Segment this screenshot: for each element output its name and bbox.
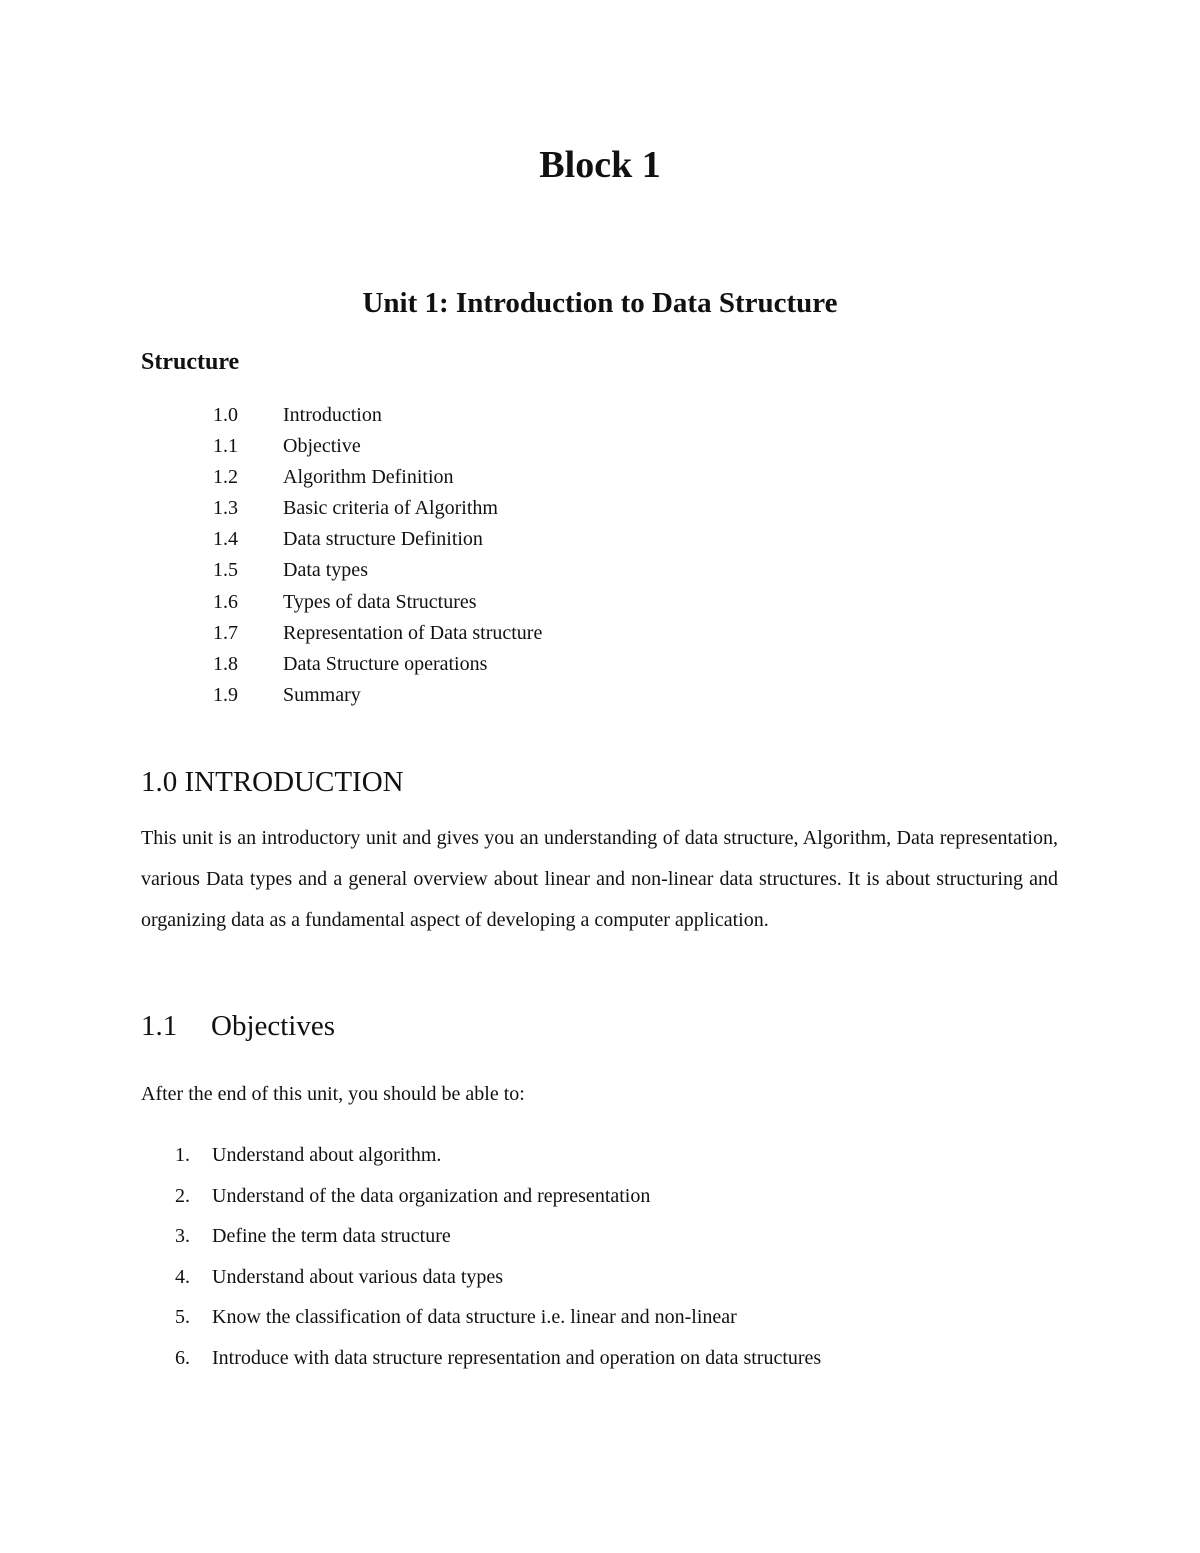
structure-item	[213, 649, 542, 680]
block-title: Block 1	[539, 144, 661, 186]
structure-item	[213, 618, 542, 649]
structure-list	[213, 400, 542, 711]
structure-item	[213, 555, 542, 586]
structure-item-number: 1.3	[213, 497, 238, 520]
objective-item-text: Define the term data structure	[212, 1225, 451, 1248]
structure-item-label: Introduction	[283, 404, 382, 426]
structure-item-number: 1.7	[213, 621, 238, 644]
objectives-lead: After the end of this unit, you should be able to:	[141, 1083, 525, 1105]
introduction-heading: 1.0 INTRODUCTION	[141, 766, 404, 798]
structure-item-number: 1.2	[213, 466, 238, 489]
structure-item	[213, 462, 542, 493]
structure-item	[213, 587, 542, 618]
objectives-heading-title: Objectives	[211, 1010, 336, 1042]
structure-item-label: Algorithm Definition	[283, 466, 454, 489]
unit-title: Unit 1: Introduction to Data Structure	[362, 287, 838, 319]
structure-item	[213, 431, 542, 462]
structure-item-label: Data Structure operations	[283, 652, 488, 675]
objectives-heading	[141, 1006, 335, 1046]
structure-item	[213, 400, 542, 431]
structure-item	[213, 680, 542, 711]
structure-item-number: 1.8	[213, 652, 238, 675]
structure-item-number: 1.6	[213, 590, 238, 613]
objective-item-number: 3.	[175, 1225, 190, 1248]
objective-item-text: Introduce with data structure representation and operation on data structures	[212, 1346, 822, 1369]
objective-item-number: 1.	[175, 1144, 190, 1166]
structure-item-number: 1.0	[213, 404, 238, 426]
structure-item-label: Basic criteria of Algorithm	[283, 497, 498, 520]
objective-item-number: 4.	[175, 1265, 190, 1288]
structure-item-label: Data structure Definition	[283, 528, 483, 551]
objective-item	[175, 1301, 821, 1342]
objective-item-text: Understand about various data types	[212, 1265, 504, 1288]
objectives-heading-number: 1.1	[141, 1010, 178, 1042]
structure-item-number: 1.5	[213, 559, 238, 582]
objective-item-number: 5.	[175, 1306, 190, 1329]
objective-item-number: 6.	[175, 1346, 190, 1369]
objective-item-text: Understand about algorithm.	[212, 1144, 442, 1166]
objective-item	[175, 1261, 821, 1302]
structure-item	[213, 524, 542, 555]
structure-item-number: 1.4	[213, 528, 238, 551]
structure-item-number: 1.1	[213, 435, 238, 458]
objective-item	[175, 1220, 821, 1261]
structure-item-label: Summary	[283, 683, 361, 706]
structure-item-label: Data types	[283, 559, 368, 582]
structure-item-label: Objective	[283, 435, 361, 458]
structure-heading: Structure	[141, 349, 240, 375]
objectives-list	[175, 1139, 821, 1383]
objective-item	[175, 1139, 821, 1180]
structure-item-label: Types of data Structures	[283, 590, 477, 613]
structure-item-label: Representation of Data structure	[283, 621, 543, 644]
objective-item-text: Know the classification of data structure i.e. linear and non-linear	[212, 1306, 737, 1329]
introduction-paragraph: This unit is an introductory unit and gives you an understanding of data structure, Algorithm, Data representation, various Data types and a general overview about linear and non-linear data structures. It is about structuring and organizing data as a fundamental aspect of developing a computer application.	[141, 827, 1058, 931]
objective-item-number: 2.	[175, 1184, 190, 1207]
structure-item-number: 1.9	[213, 683, 238, 706]
structure-item	[213, 493, 542, 524]
objective-item	[175, 1342, 821, 1383]
objective-item	[175, 1180, 821, 1221]
objective-item-text: Understand of the data organization and representation	[212, 1184, 651, 1207]
